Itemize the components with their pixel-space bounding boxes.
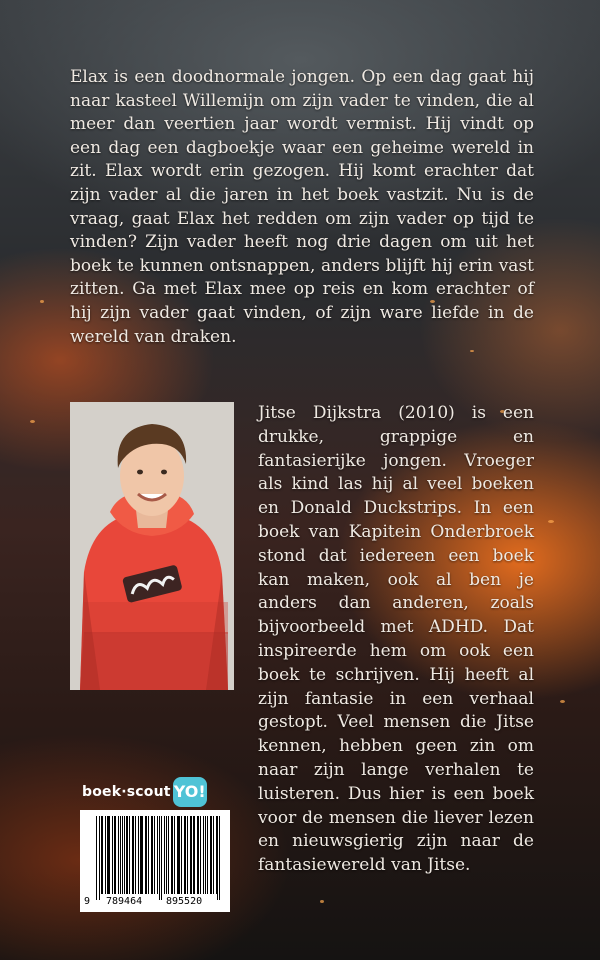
- barcode-bar: [151, 816, 152, 894]
- barcode-bar: [203, 816, 204, 894]
- barcode-bar: [124, 816, 125, 894]
- barcode-bar: [213, 816, 214, 894]
- publisher-logo: [82, 776, 207, 808]
- barcode-bar: [99, 816, 100, 900]
- barcode-bar: [115, 816, 116, 894]
- barcode-bar: [135, 816, 136, 894]
- barcode-bar: [140, 816, 141, 894]
- barcode-bar: [198, 816, 199, 894]
- barcode-bar: [157, 816, 158, 894]
- barcode-bar: [145, 816, 146, 894]
- barcode-bar: [133, 816, 134, 894]
- barcode-bar: [172, 816, 173, 894]
- barcode-bar: [132, 816, 133, 894]
- barcode-bar: [171, 816, 172, 894]
- barcode-bar: [166, 816, 167, 894]
- barcode-bar: [159, 816, 160, 900]
- barcode-bar: [112, 816, 113, 894]
- barcode-bar: [102, 816, 103, 894]
- ember-particle: [40, 300, 44, 303]
- barcode-bar: [120, 816, 121, 894]
- barcode-bar: [219, 816, 220, 900]
- barcode-bar: [216, 816, 217, 894]
- barcode-bar: [185, 816, 186, 894]
- barcode-bar: [190, 816, 191, 894]
- barcode-bar: [107, 816, 108, 894]
- barcode-bar: [101, 816, 102, 894]
- barcode-bar: [105, 816, 106, 894]
- barcode-bar: [114, 816, 115, 894]
- ember-particle: [320, 900, 324, 903]
- barcode-bar: [141, 816, 143, 894]
- barcode-first-digit: 9: [84, 896, 91, 907]
- ember-particle: [30, 420, 35, 423]
- barcode-bar: [129, 816, 130, 894]
- ember-particle: [548, 520, 554, 523]
- author-bio: Jitse Dijkstra (2010) is een drukke, grappige en fantasierijke jongen. Vroeger als kind las hij al veel boeken en Donald Duckstrips. In een boek van Kapitein Onderbroek stond dat iedereen een boek kan maken, ook al ben je anders dan anderen, zoals bijvoorbeeld met ADHD. Dat inspireerde hem om ook een boek te schrijven. Hij heeft al zijn fantasie in een verhaal gestopt. Veel mensen die Jitse kennen, hebben geen zin om naar zijn lange verhalen te luisteren. Dus hier is een boek voor de mensen die liever lezen en nieuwsgierig zijn naar de fantasiewereld van Jitse.: [258, 403, 534, 876]
- ember-particle: [560, 700, 565, 703]
- barcode-bar: [178, 816, 180, 894]
- barcode-number: [80, 896, 230, 910]
- isbn-barcode: [80, 810, 230, 912]
- barcode-bar: [177, 816, 178, 894]
- barcode-bar: [200, 816, 202, 894]
- barcode-bar: [210, 816, 211, 894]
- barcode-bar: [96, 816, 97, 900]
- barcode-bar: [193, 816, 194, 894]
- barcode-bar: [205, 816, 206, 894]
- barcode-bar: [138, 816, 139, 894]
- ember-particle: [470, 350, 474, 352]
- barcode-bar: [126, 816, 128, 894]
- barcode-bar: [122, 816, 123, 894]
- barcode-bar: [161, 816, 163, 900]
- author-portrait-illustration: [70, 402, 234, 690]
- barcode-bar: [148, 816, 149, 894]
- book-blurb: Elax is een doodnormale jongen. Op een dag gaat hij naar kasteel Willemijn om zijn vader te vinden, die al meer dan veertien jaar wordt vermist. Hij vindt op een dag een dagboekje waar een geheime wereld in zit. Elax wordt erin gezogen. Hij komt erachter dat zijn vader al die jaren in het boek vastzit. Nu is de vraag, gaat Elax het redden om zijn vader op tijd te vinden? Zijn vader heeft nog drie dagen om uit het boek te kunnen ontsnappen, anders blijft hij erin vast zitten. Ga met Elax mee op reis en kom erachter of hij zijn vader gaat vinden, of zijn ware liefde in de wereld van draken.: [70, 67, 534, 347]
- barcode-bars: [96, 816, 222, 894]
- barcode-right-digits: 895520: [166, 896, 203, 907]
- barcode-bar: [181, 816, 182, 894]
- publisher-name: boek·scout: [82, 784, 171, 800]
- barcode-bar: [164, 816, 165, 894]
- barcode-bar: [184, 816, 185, 894]
- barcode-bar: [174, 816, 175, 894]
- barcode-bar: [207, 816, 208, 894]
- barcode-bar: [191, 816, 192, 894]
- barcode-bar: [217, 816, 218, 900]
- barcode-bar: [197, 816, 198, 894]
- barcode-bar: [187, 816, 188, 894]
- barcode-bar: [152, 816, 153, 894]
- barcode-bar: [168, 816, 169, 894]
- barcode-bar: [154, 816, 155, 894]
- barcode-bar: [146, 816, 147, 894]
- barcode-bar: [211, 816, 212, 894]
- publisher-badge: YO!: [173, 777, 207, 807]
- barcode-bar: [108, 816, 110, 894]
- author-photo: [70, 402, 234, 690]
- barcode-bar: [118, 816, 119, 894]
- barcode-left-digits: 789464: [106, 896, 143, 907]
